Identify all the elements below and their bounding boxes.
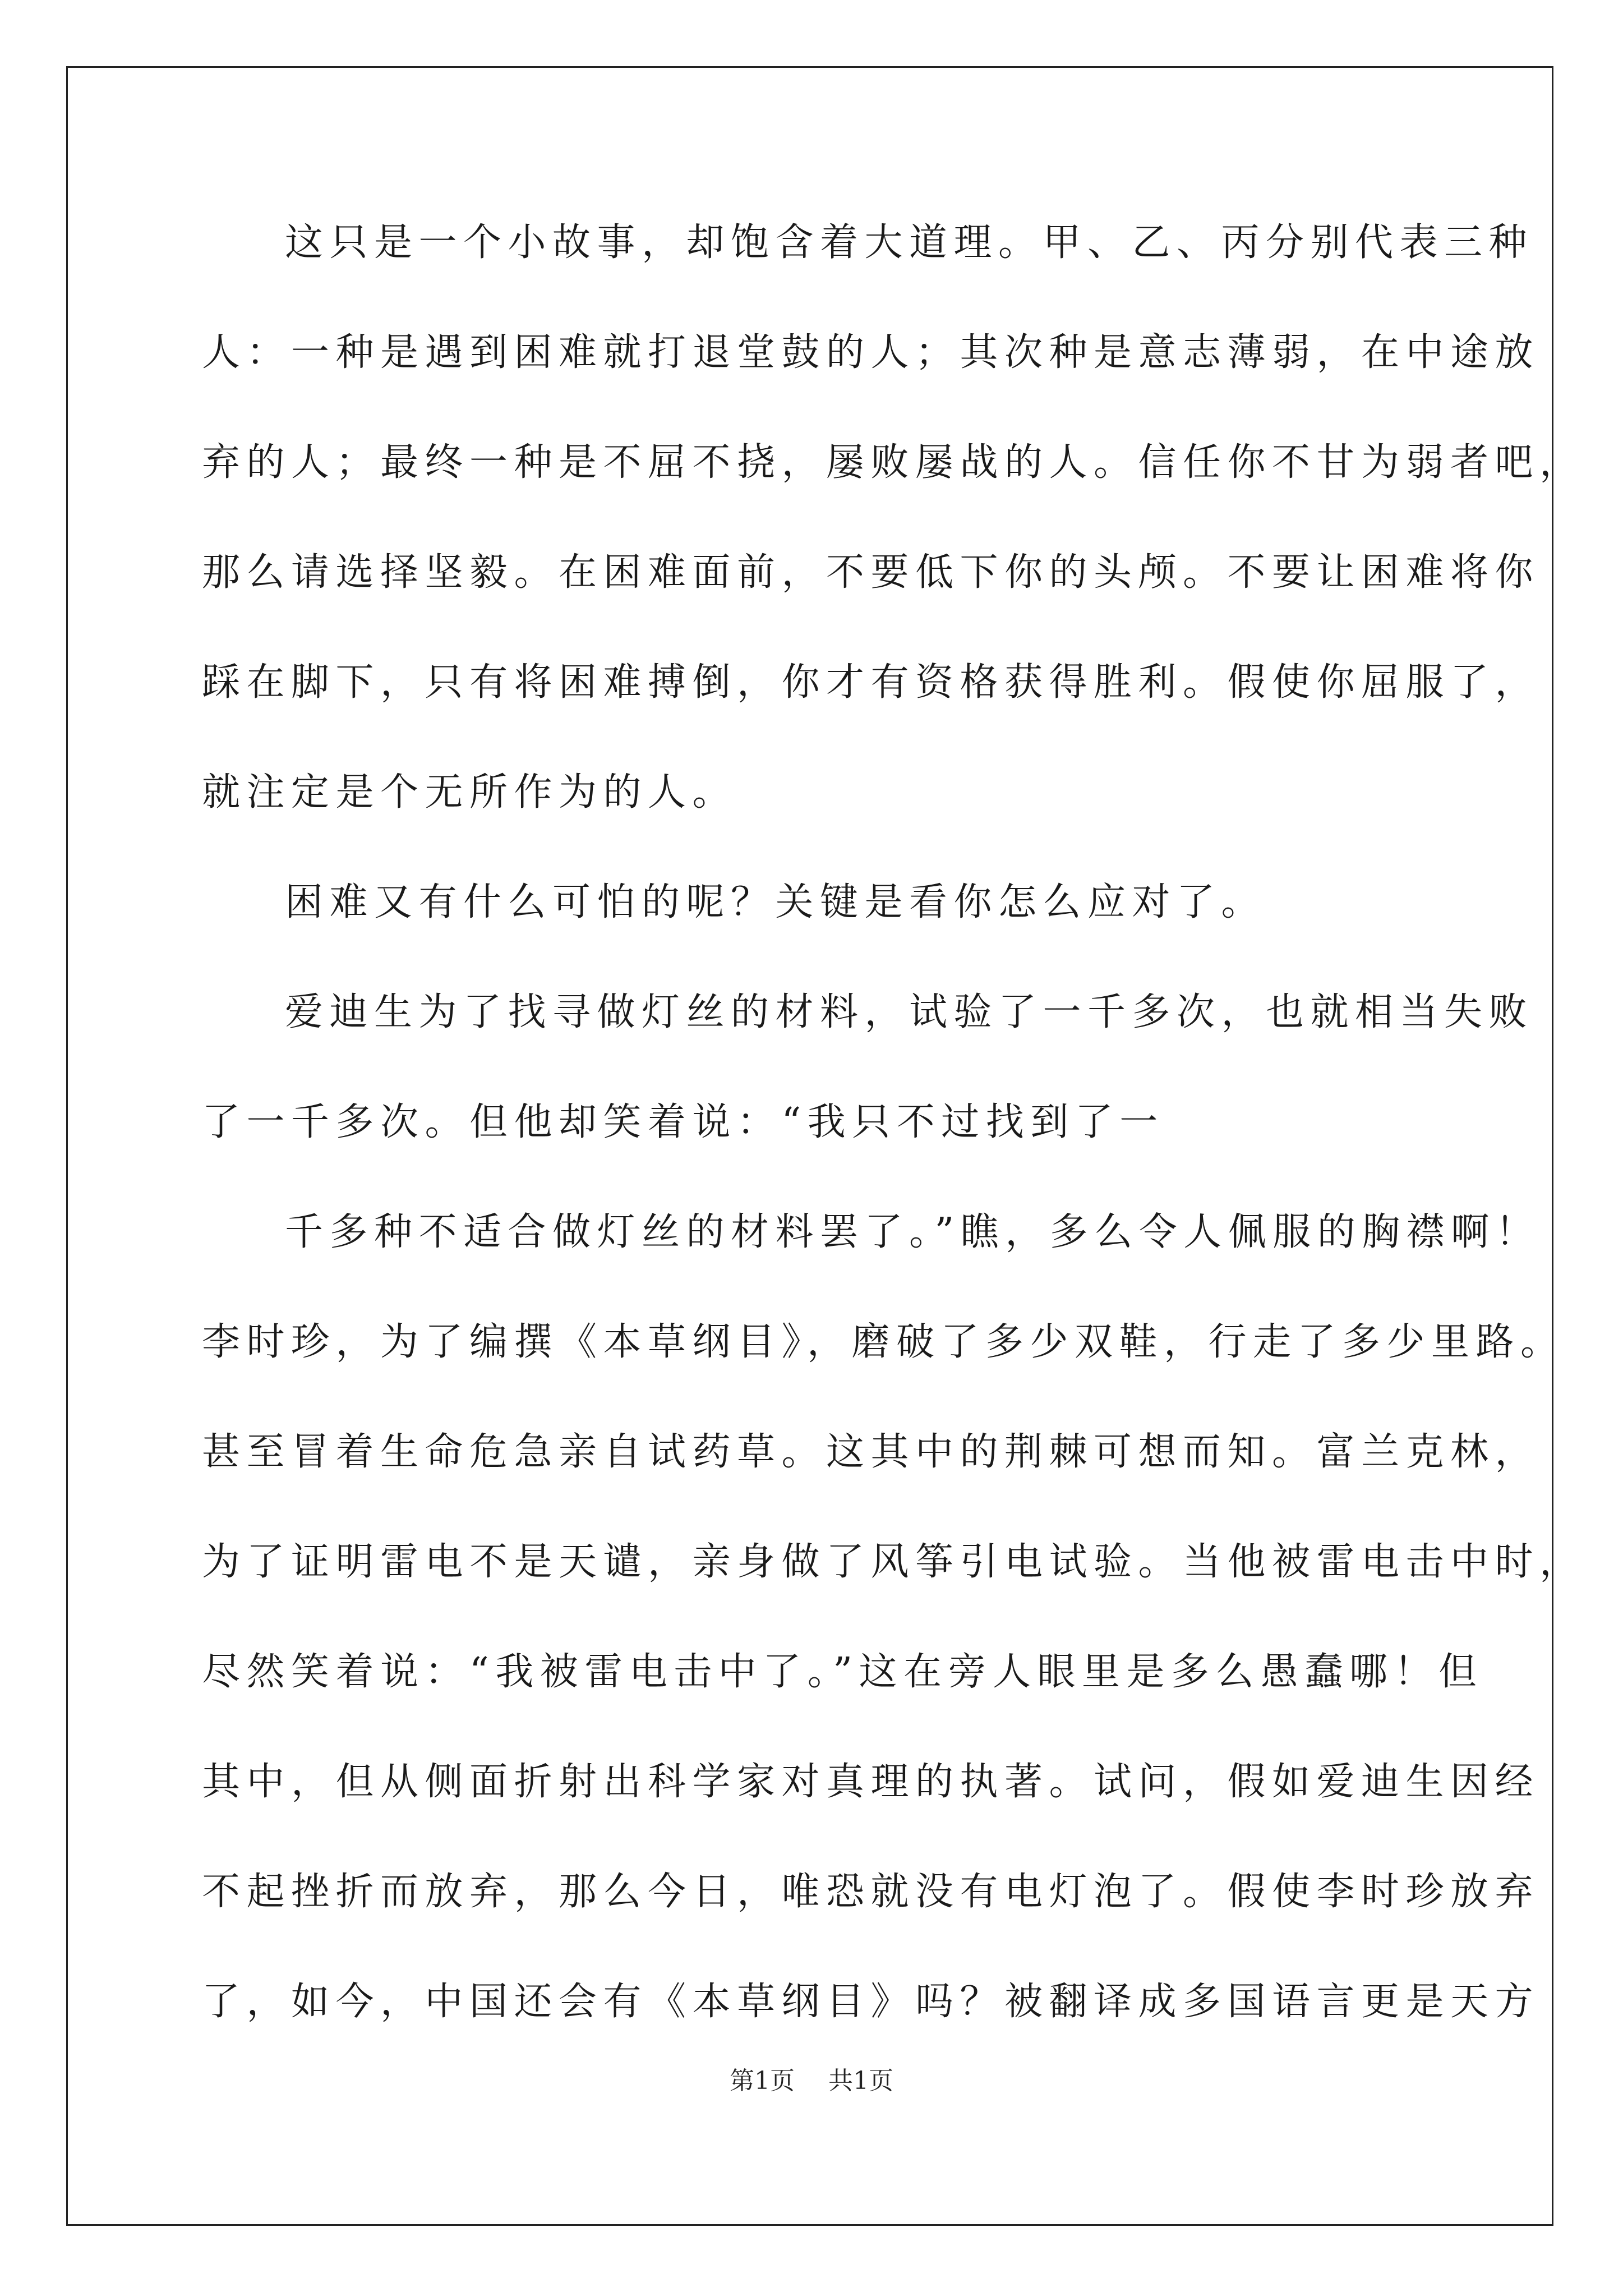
text-line: 甚至冒着生命危急亲自试药草。这其中的荆棘可想而知。富兰克林， xyxy=(202,1430,1540,1474)
page-footer xyxy=(0,2067,1623,2096)
text-line: 李时珍，为了编撰《本草纲目》，磨破了多少双鞋，行走了多少里路。 xyxy=(202,1320,1565,1364)
text-line: 就注定是个无所作为的人。 xyxy=(202,770,737,815)
text-line: 千多种不适合做灯丝的材料罢了。”瞧，多么令人佩服的胸襟啊！ xyxy=(285,1210,1541,1254)
page-total: 共1页 xyxy=(828,2067,893,2095)
text-line: 尽然笑着说：“我被雷电击中了。”这在旁人眼里是多么愚蠢哪！但 xyxy=(202,1650,1483,1694)
text-line: 了，如今，中国还会有《本草纲目》吗？被翻译成多国语言更是天方 xyxy=(202,1980,1540,2024)
page-number: 第1页 xyxy=(730,2067,795,2095)
text-line: 爱迪生为了找寻做灯丝的材料，试验了一千多次，也就相当失败 xyxy=(285,990,1534,1034)
text-line: 踩在脚下，只有将困难搏倒，你才有资格获得胜利。假使你屈服了， xyxy=(202,660,1540,705)
text-line: 那么请选择坚毅。在困难面前，不要低下你的头颅。不要让困难将你 xyxy=(202,550,1540,595)
text-line: 弃的人；最终一种是不屈不挠，屡败屡战的人。信任你不甘为弱者吧， xyxy=(202,440,1584,485)
text-line: 人：一种是遇到困难就打退堂鼓的人；其次种是意志薄弱，在中途放 xyxy=(202,330,1540,375)
text-line: 这只是一个小故事，却饱含着大道理。甲、乙、丙分别代表三种 xyxy=(285,220,1534,265)
text-line: 不起挫折而放弃，那么今日，唯恐就没有电灯泡了。假使李时珍放弃 xyxy=(202,1870,1540,1914)
text-line: 为了证明雷电不是天谴，亲身做了风筝引电试验。当他被雷电击中时， xyxy=(202,1540,1584,1584)
text-line: 了一千多次。但他却笑着说：“我只不过找到了一 xyxy=(202,1100,1164,1144)
text-line: 其中，但从侧面折射出科学家对真理的执著。试问，假如爱迪生因经 xyxy=(202,1760,1540,1804)
document-body xyxy=(202,220,1584,2091)
text-line: 困难又有什么可怕的呢？关键是看你怎么应对了。 xyxy=(285,880,1266,924)
